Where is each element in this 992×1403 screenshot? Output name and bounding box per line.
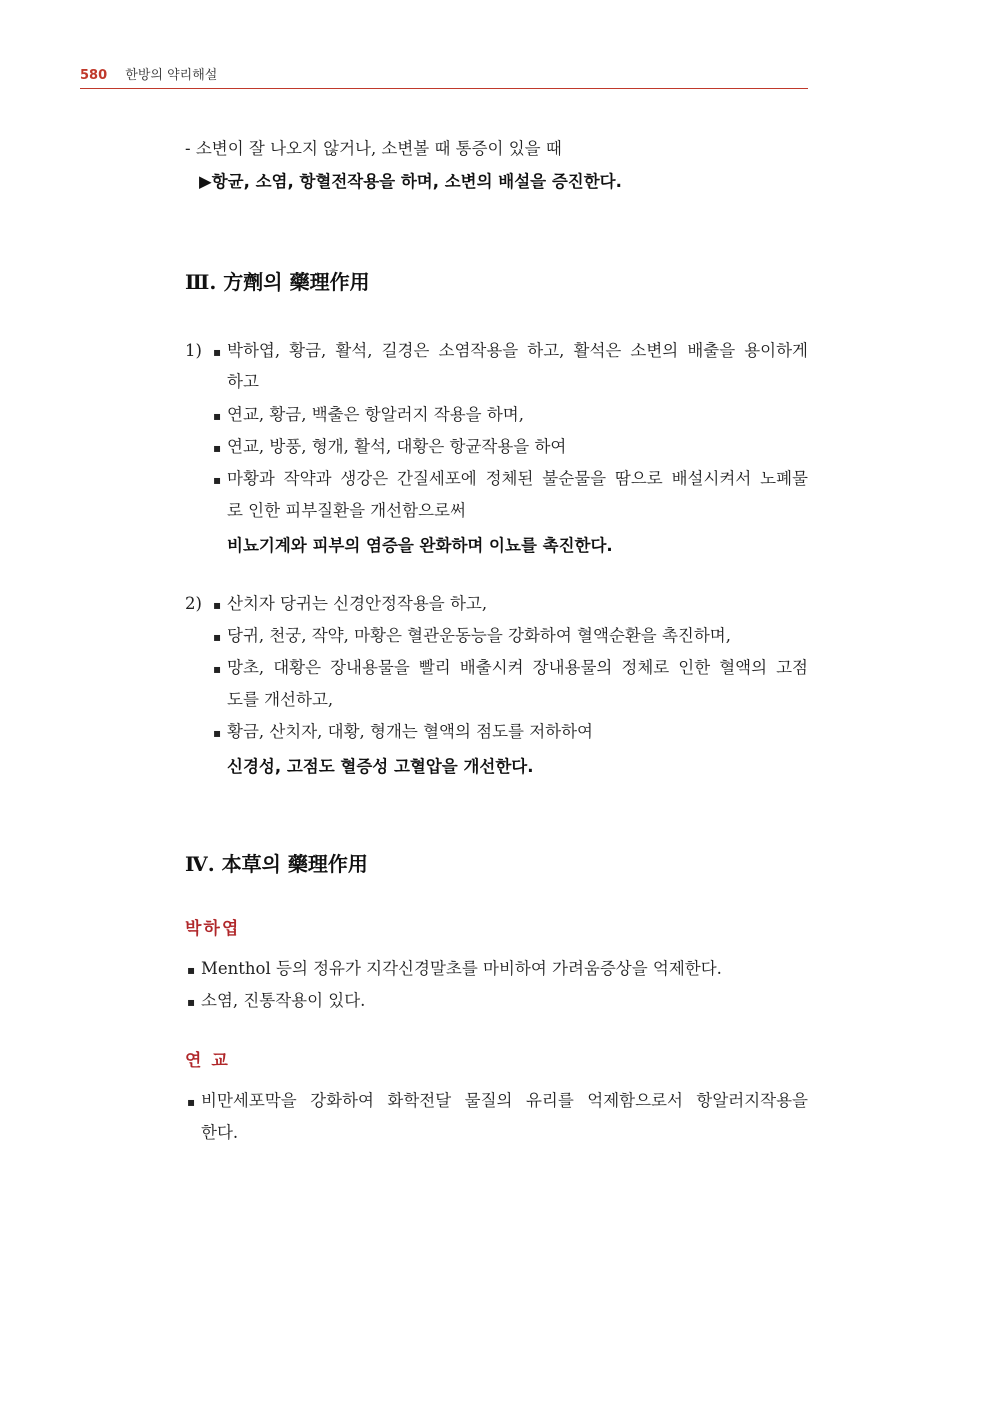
list-item: ▪ 비만세포막을 강화하여 화학전달 물질의 유리를 억제함으로서 항알러지작용을 — [187, 1091, 808, 1110]
herb-heading: 박하엽 — [185, 919, 241, 939]
item-number: 1) — [185, 341, 202, 360]
list-item-continuation: 로 인한 피부질환을 개선함으로써 — [227, 501, 466, 520]
list-item: ▪ 마황과 작약과 생강은 간질세포에 정체된 불순물을 땀으로 배설시켜서 노폐물 — [213, 469, 808, 488]
list-item: ▪ 연교, 방풍, 형개, 활석, 대황은 항균작용을 하여 — [213, 437, 567, 456]
intro-summary: ▶항균, 소염, 항혈전작용을 하며, 소변의 배설을 증진한다. — [199, 172, 622, 191]
page-number: 580 — [80, 68, 108, 83]
page-header — [80, 64, 808, 89]
book-title: 한방의 약리해설 — [125, 68, 218, 83]
list-item-continuation: 도를 개선하고, — [227, 690, 334, 709]
list-item: ▪ 산치자 당귀는 신경안정작용을 하고, — [213, 594, 488, 613]
list-item-continuation: 하고 — [227, 372, 259, 391]
item-number: 2) — [185, 594, 202, 613]
list-item: ▪ Menthol 등의 정유가 지각신경말초를 마비하여 가려움증상을 억제한다. — [187, 959, 722, 978]
list-item-continuation: 한다. — [201, 1123, 239, 1142]
section-title: Ⅳ. 本草의 藥理作用 — [185, 852, 368, 876]
list-item: ▪ 망초, 대황은 장내용물을 빨리 배출시켜 장내용물의 정체로 인한 혈액의 고점 — [213, 658, 808, 677]
group-summary: 비뇨기계와 피부의 염증을 완화하며 이뇨를 촉진한다. — [227, 536, 613, 555]
list-item: ▪ 황금, 산치자, 대황, 형개는 혈액의 점도를 저하하여 — [213, 722, 593, 741]
list-item: ▪ 당귀, 천궁, 작약, 마황은 혈관운동능을 강화하여 혈액순환을 촉진하며, — [213, 626, 731, 645]
list-item: ▪ 연교, 황금, 백출은 항알러지 작용을 하며, — [213, 405, 524, 424]
group-summary: 신경성, 고점도 혈증성 고혈압을 개선한다. — [227, 757, 534, 776]
list-item: ▪ 박하엽, 황금, 활석, 길경은 소염작용을 하고, 활석은 소변의 배출을 용이하게 — [213, 341, 808, 360]
section-title: Ⅲ. 方劑의 藥理作用 — [185, 270, 370, 294]
herb-heading: 연 교 — [185, 1051, 230, 1071]
intro-line: - 소변이 잘 나오지 않거나, 소변볼 때 통증이 있을 때 — [185, 139, 562, 158]
list-item: ▪ 소염, 진통작용이 있다. — [187, 991, 366, 1010]
